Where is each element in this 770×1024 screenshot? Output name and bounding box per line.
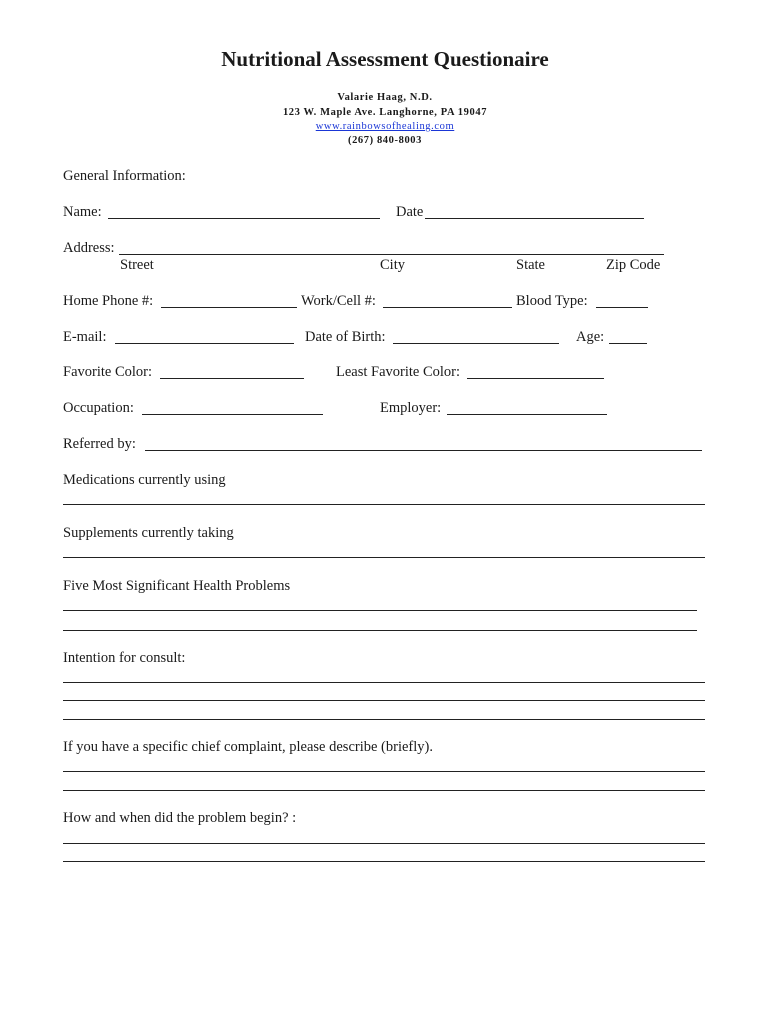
- intention-field-line[interactable]: [63, 719, 705, 720]
- supplements-field-line[interactable]: [63, 557, 705, 558]
- work-cell-field[interactable]: [383, 307, 512, 308]
- age-label: Age:: [576, 329, 605, 345]
- dob-field[interactable]: [393, 343, 559, 344]
- intention-field-line[interactable]: [63, 700, 705, 701]
- home-phone-label: Home Phone #:: [63, 293, 154, 309]
- employer-label: Employer:: [380, 400, 442, 416]
- least-favorite-color-label: Least Favorite Color:: [336, 364, 461, 380]
- chief-complaint-field-line[interactable]: [63, 790, 705, 791]
- age-field[interactable]: [609, 343, 647, 344]
- problem-begin-field-line[interactable]: [63, 861, 705, 862]
- practitioner-name: Valarie Haag, N.D.: [337, 92, 433, 103]
- work-cell-label: Work/Cell #:: [301, 293, 376, 309]
- practice-address: 123 W. Maple Ave. Langhorne, PA 19047: [282, 107, 488, 118]
- least-favorite-color-field[interactable]: [467, 378, 604, 379]
- zip-caption: Zip Code: [606, 257, 661, 273]
- state-caption: State: [516, 257, 545, 273]
- date-field[interactable]: [425, 218, 644, 219]
- home-phone-field[interactable]: [161, 307, 297, 308]
- referred-by-field[interactable]: [145, 450, 702, 451]
- address-label: Address:: [63, 240, 115, 256]
- email-field[interactable]: [115, 343, 294, 344]
- supplements-label: Supplements currently taking: [63, 525, 234, 541]
- intention-field-line[interactable]: [63, 682, 705, 683]
- name-field[interactable]: [108, 218, 380, 219]
- intention-label: Intention for consult:: [63, 650, 186, 666]
- name-label: Name:: [63, 204, 102, 220]
- occupation-label: Occupation:: [63, 400, 134, 416]
- street-caption: Street: [120, 257, 154, 273]
- page-title: Nutritional Assessment Questionaire: [221, 47, 549, 71]
- favorite-color-field[interactable]: [160, 378, 304, 379]
- problem-begin-label: How and when did the problem begin? :: [63, 810, 297, 826]
- medications-field-line[interactable]: [63, 504, 705, 505]
- practice-phone: (267) 840-8003: [347, 135, 422, 146]
- chief-complaint-field-line[interactable]: [63, 771, 705, 772]
- website-link[interactable]: www.rainbowsofhealing.com: [315, 121, 455, 132]
- dob-label: Date of Birth:: [305, 329, 386, 345]
- occupation-field[interactable]: [142, 414, 323, 415]
- address-field[interactable]: [119, 254, 664, 255]
- blood-type-field[interactable]: [596, 307, 648, 308]
- website-link-row: [0, 121, 770, 132]
- health-problems-field-line[interactable]: [63, 630, 697, 631]
- employer-field[interactable]: [447, 414, 607, 415]
- date-label: Date: [396, 204, 424, 220]
- health-problems-field-line[interactable]: [63, 610, 697, 611]
- email-label: E-mail:: [63, 329, 107, 345]
- health-problems-label: Five Most Significant Health Problems: [63, 578, 291, 594]
- blood-type-label: Blood Type:: [516, 293, 588, 309]
- referred-by-label: Referred by:: [63, 436, 136, 452]
- chief-complaint-label: If you have a specific chief complaint, please describe (briefly).: [63, 739, 433, 755]
- problem-begin-field-line[interactable]: [63, 843, 705, 844]
- medications-label: Medications currently using: [63, 472, 226, 488]
- section-general-info: General Information:: [63, 168, 186, 184]
- favorite-color-label: Favorite Color:: [63, 364, 153, 380]
- city-caption: City: [380, 257, 405, 273]
